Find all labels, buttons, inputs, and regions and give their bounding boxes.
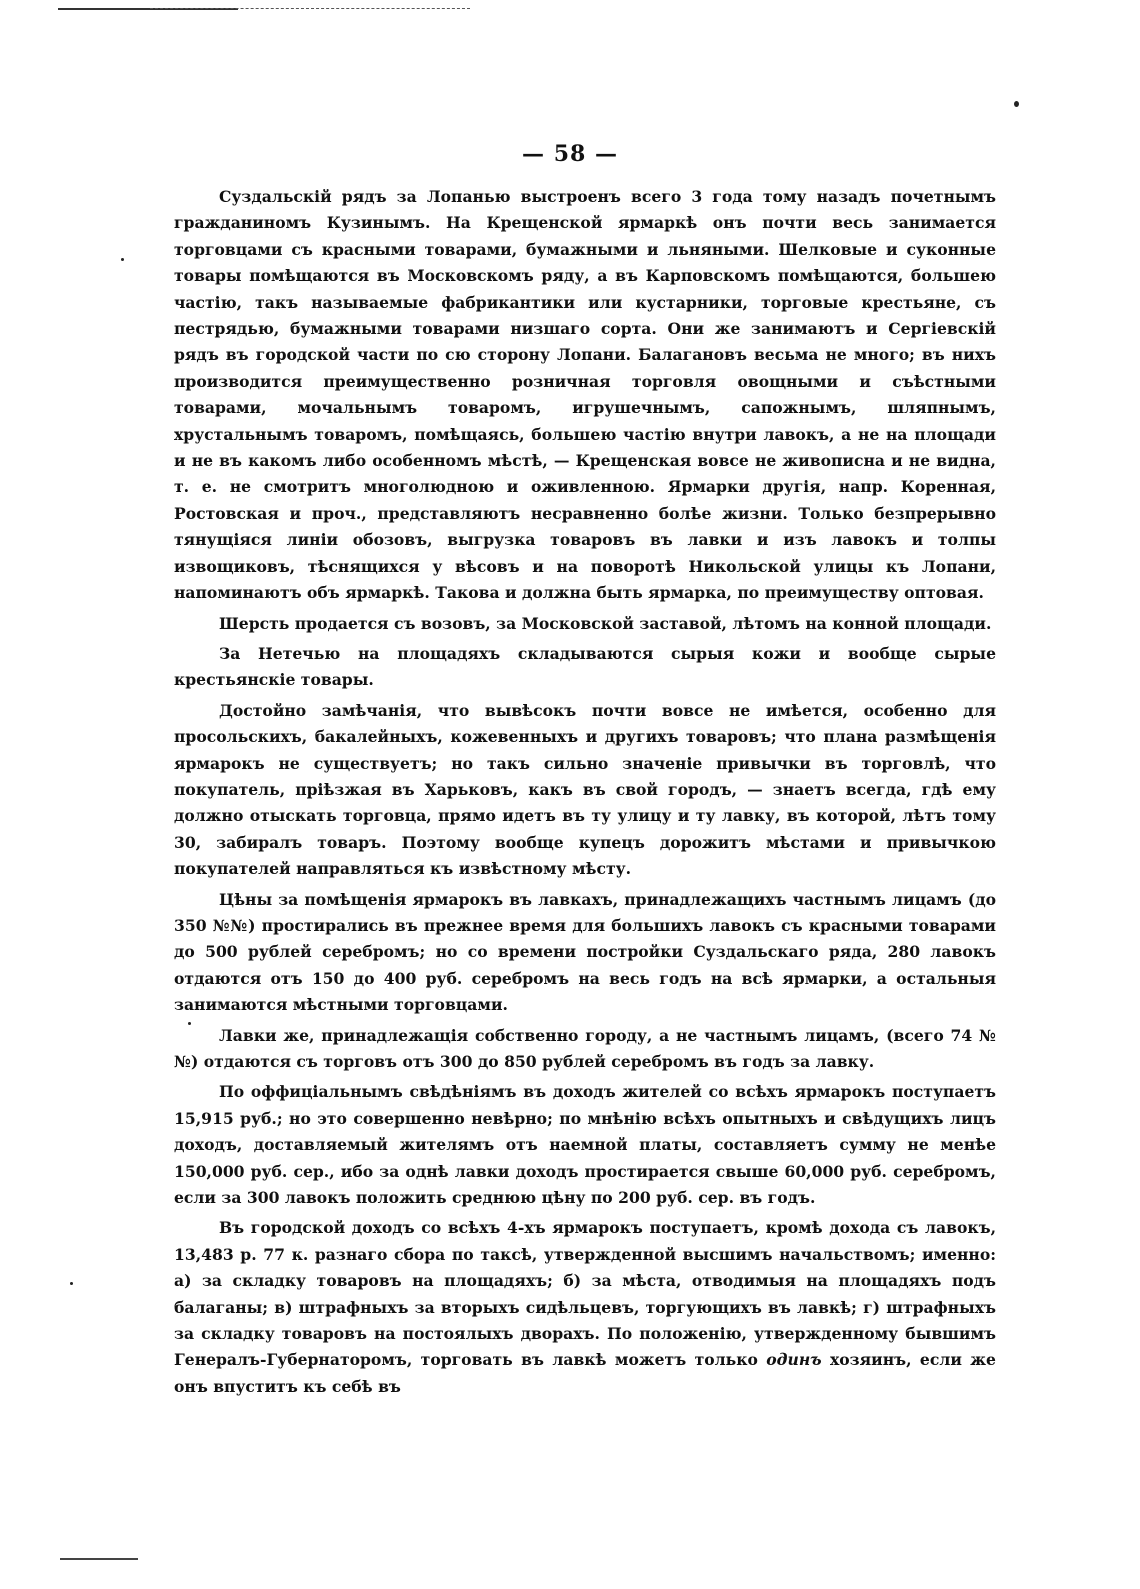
scan-speck — [70, 1282, 73, 1285]
paragraph: Лавки же, принадлежащія собственно городу, а не частнымъ лицамъ, (всего 74 №№) отдаются съ торговъ отъ 300 до 850 рублей серебромъ въ годъ за лавку. — [174, 1025, 996, 1071]
scan-speck — [121, 258, 124, 261]
paragraph — [174, 1215, 996, 1400]
paragraph: Суздальскій рядъ за Лопанью выстроенъ всего 3 года тому назадъ почетнымъ гражданиномъ Кузинымъ. На Крещенской ярмаркѣ онъ почти весь занимается торговцами съ красными товарами, бумажными и льняными. Шелковые и суконные товары помѣщаются въ Московскомъ ряду, а въ Карповскомъ помѣщаются, большею частію, такъ называемые фабрикантики или кустарники, торговые крестьяне, съ пестрядью, бумажными товарами низшаго сорта. Они же занимаютъ и Сергіевскій рядъ въ городской части по сю сторону Лопани. Балагановъ весьма не много; въ нихъ производится преимущественно розничная торговля овощными и съѣстными товарами, мочальнымъ товаромъ, игрушечнымъ, сапожнымъ, шляпнымъ, хрустальнымъ товаромъ, помѣщаясь, большею частію внутри лавокъ, а не на площади и не въ какомъ либо особенномъ мѣстѣ, — Крещенская вовсе не живописна и не видна, т. е. не смотритъ многолюдною и оживленною. Ярмарки другія, напр. Коренная, Ростовская и проч., представляютъ несравненно болѣе жизни. Только безпрерывно тянущіяся линіи обозовъ, выгрузка товаровъ въ лавки и изъ лавокъ и толпы извощиковъ, тѣснящихся у вѣсовъ и на поворотѣ Никольской улицы къ Лопани, напоминаютъ объ ярмаркѣ. Такова и должна быть ярмарка, по преимуществу оптовая. — [174, 187, 996, 603]
paragraph: По оффиціальнымъ свѣдѣніямъ въ доходъ жителей со всѣхъ ярмарокъ поступаетъ 15,915 руб.; но это совершенно невѣрно; по мнѣнію всѣхъ опытныхъ и свѣдущихъ лицъ доходъ, доставляемый жителямъ отъ наемной платы, составляетъ сумму не менѣе 150,000 руб. сер., ибо за однѣ лавки доходъ простирается свыше 60,000 руб. серебромъ, если за 300 лавокъ положить среднюю цѣну по 200 руб. сер. въ годъ. — [174, 1082, 996, 1208]
top-scan-rule-dashed — [150, 8, 470, 9]
paragraph: Шерсть продается съ возовъ, за Московской заставой, лѣтомъ на конной площади. — [219, 613, 992, 633]
paragraph: Цѣны за помѣщенія ярмарокъ въ лавкахъ, принадлежащихъ частнымъ лицамъ (до 350 №№) простирались въ прежнее время для большихъ лавокъ съ красными товарами до 500 рублей серебромъ; но со времени постройки Суздальскаго ряда, 280 лавокъ отдаются отъ 150 до 400 руб. серебромъ на весь годъ на всѣ ярмарки, а остальныя занимаются мѣстными торговцами. — [174, 889, 996, 1015]
paragraph: За Нетечью на площадяхъ складываются сырыя кожи и вообще сырые крестьянскіе товары. — [174, 643, 996, 690]
emphasis-text: одинъ — [766, 1350, 822, 1370]
paragraph-text: Въ городской доходъ со всѣхъ 4-хъ ярмарокъ поступаетъ, кромѣ дохода съ лавокъ, 13,483 р. 77 к. разнаго сбора по таксѣ, утвержденной высшимъ начальствомъ; именно: а) за складку товаровъ на площадяхъ; б) за мѣста, отводимыя на площадяхъ подъ балаганы; в) штрафныхъ за вторыхъ сидѣльцевъ, торгующихъ въ лавкѣ; г) штрафныхъ за складку товаровъ на постоялыхъ дворахъ. По положенію, утвержденному бывшимъ Генералъ-Губернаторомъ, торговать въ лавкѣ можетъ только — [174, 1218, 996, 1370]
scan-speck — [1014, 101, 1019, 107]
page-number: — 58 — — [522, 141, 618, 167]
paragraph-text: хозяинъ, если же онъ впуститъ къ себѣ въ — [174, 1350, 996, 1396]
bottom-scan-rule — [60, 1558, 138, 1560]
paragraph: Достойно замѣчанія, что вывѣсокъ почти вовсе не имѣется, особенно для просольскихъ, бакалейныхъ, кожевенныхъ и другихъ товаровъ; что плана размѣщенія ярмарокъ не существуетъ; но такъ сильно значеніе привычки въ торговлѣ, что покупатель, пріѣзжая въ Харьковъ, какъ въ свой городъ, — знаетъ всегда, гдѣ ему должно отыскать торговца, прямо идетъ въ ту улицу и ту лавку, въ которой, лѣтъ тому 30, забиралъ товаръ. Поэтому вообще купецъ дорожитъ мѣстами и привычкою покупателей направляться къ извѣстному мѣсту. — [174, 700, 996, 879]
body-text — [174, 184, 996, 1404]
